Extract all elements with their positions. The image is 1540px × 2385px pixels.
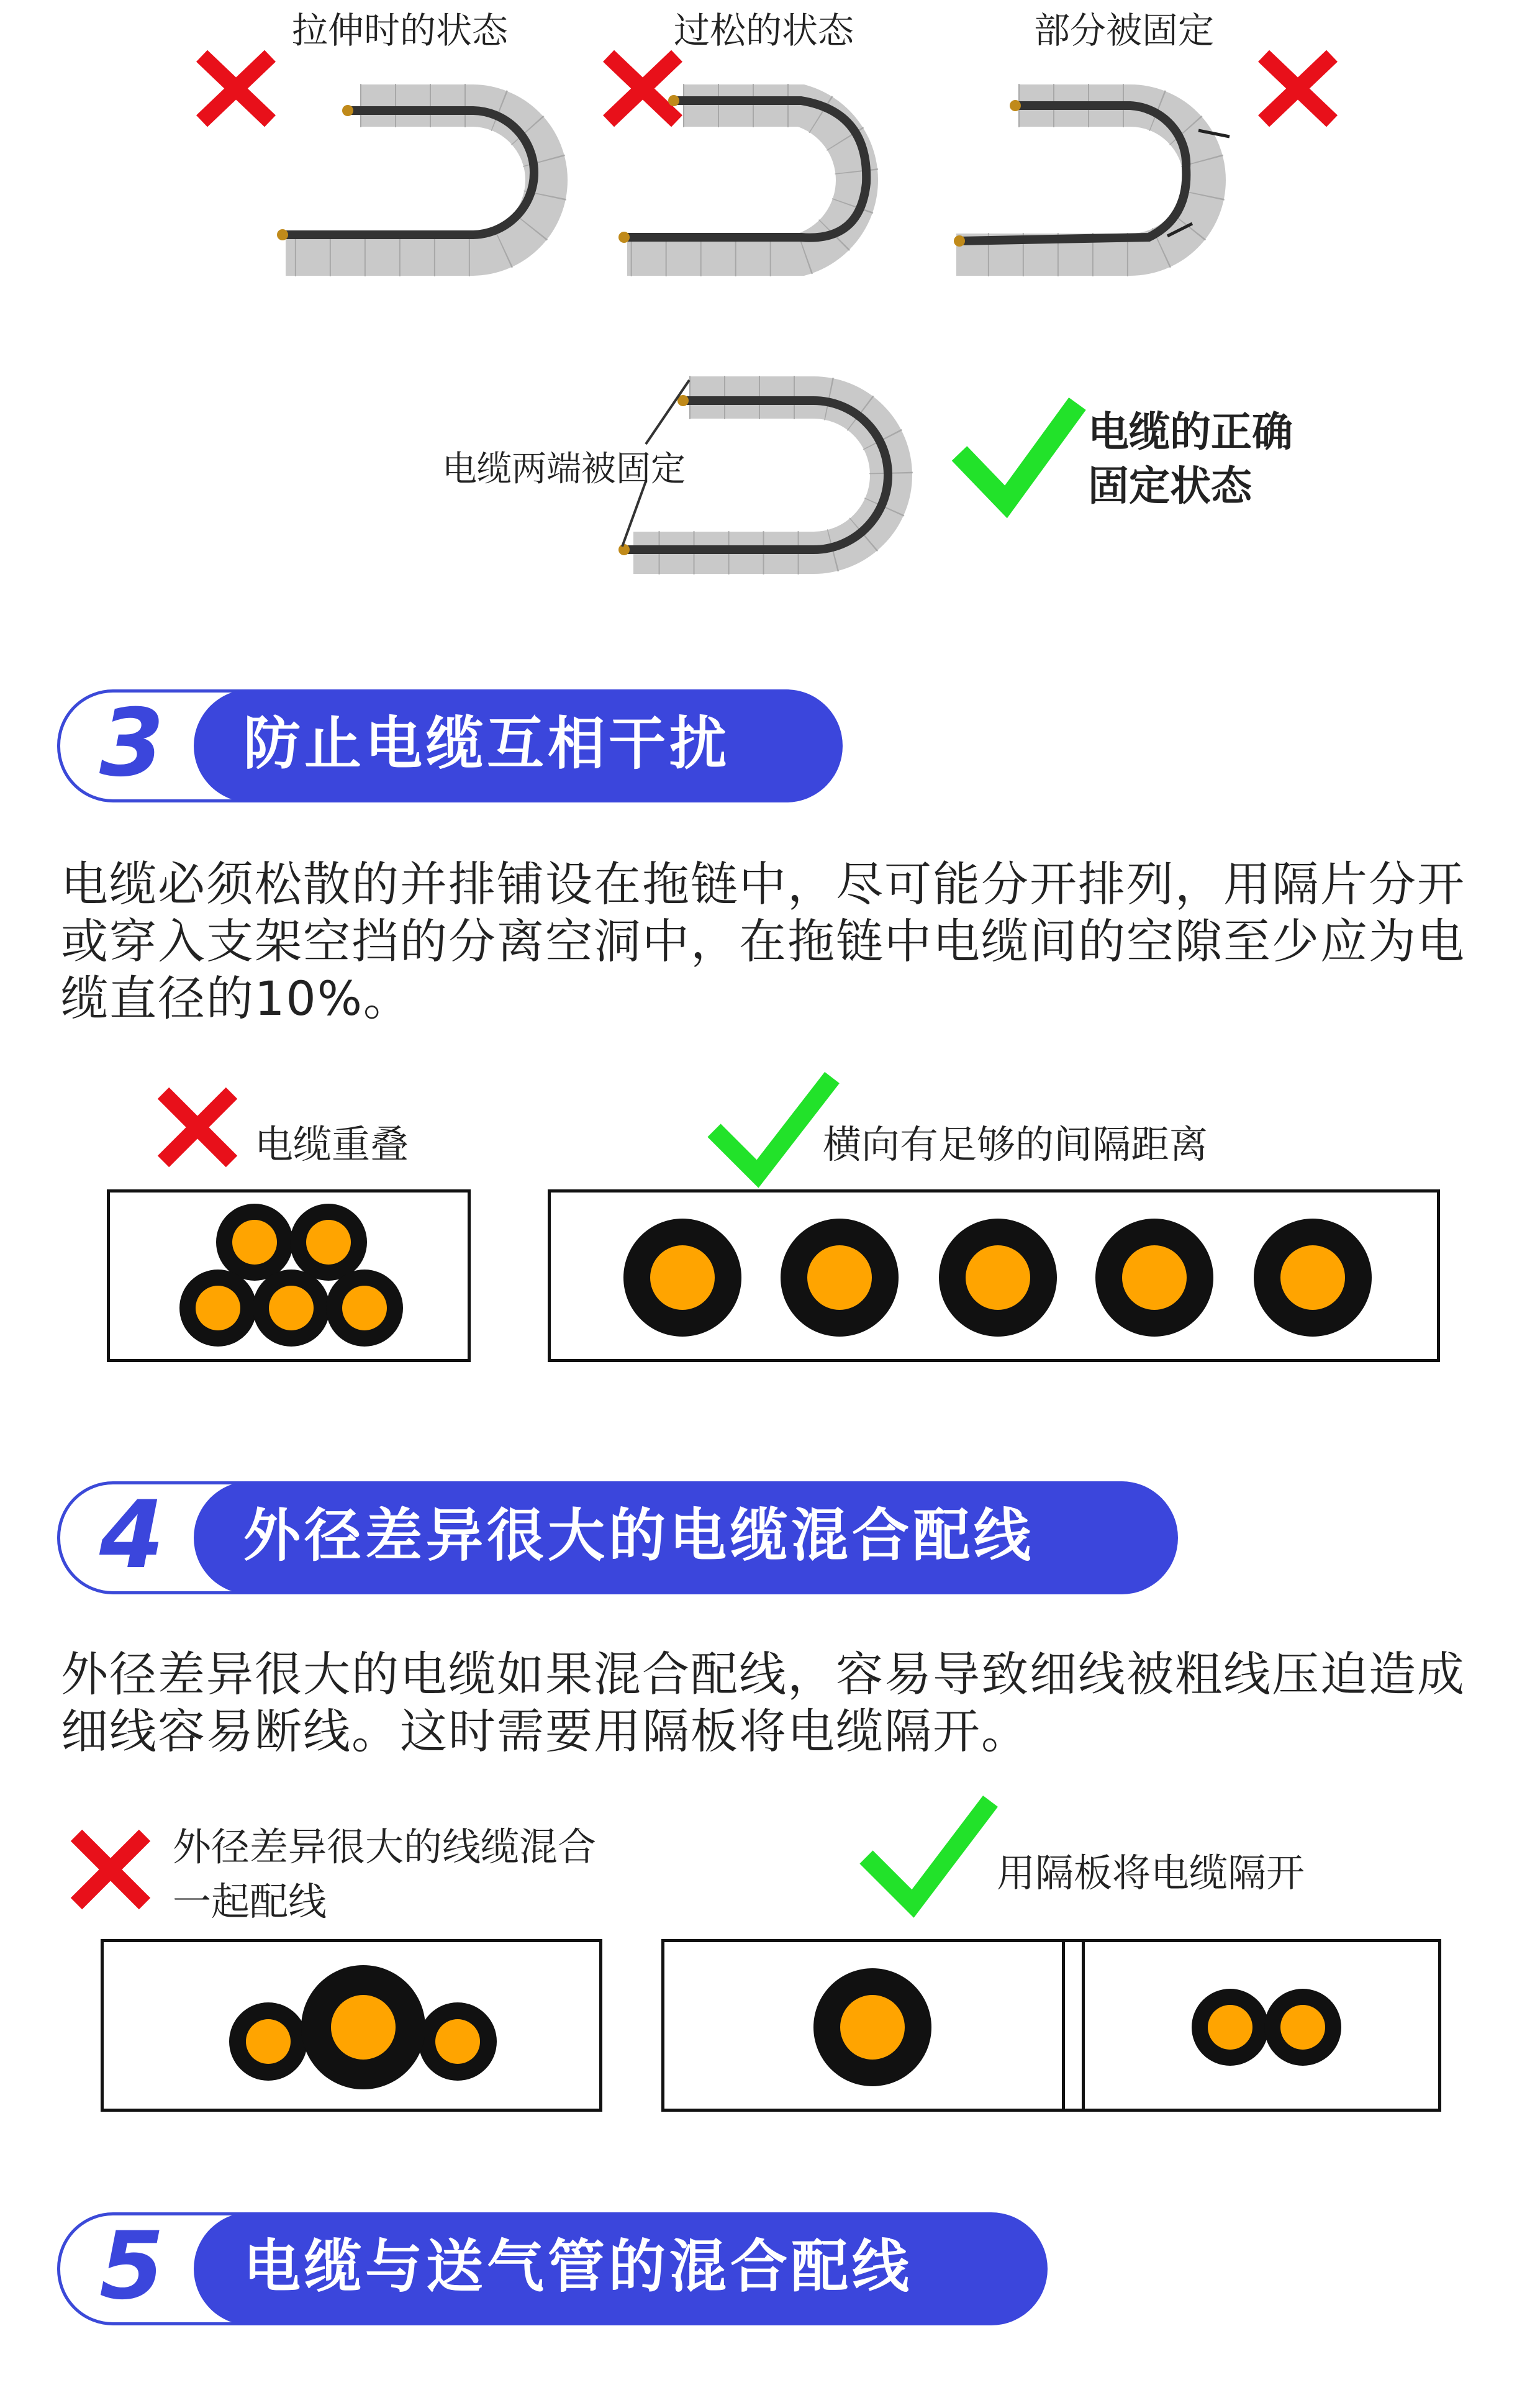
section-number: 5 (99, 2212, 165, 2320)
overlap-label: 电缆重叠 (255, 1122, 409, 1167)
separated-cables (664, 1942, 1438, 2109)
loose-state-label: 过松的状态 (674, 9, 854, 52)
correct-check-icon (860, 1795, 997, 1913)
spaced-cables (551, 1192, 1437, 1359)
both-ends-fixed-label: 电缆两端被固定 (442, 449, 686, 489)
spaced-diagram-box (548, 1189, 1440, 1362)
correct-state-label: 电缆的正确固定状态 (1088, 408, 1293, 511)
partially-fixed-chain-diagram (944, 75, 1267, 279)
stretched-chain-diagram (267, 81, 590, 279)
section-5-header (57, 2212, 1048, 2324)
mixed-diameter-diagram-box (101, 1939, 602, 2112)
stretched-state-label: 拉伸时的状态 (292, 9, 509, 52)
spacing-label: 横向有足够的间隔距离 (823, 1122, 1208, 1167)
section-3-text: 电缆必须松散的并排铺设在拖链中，尽可能分开排列，用隔片分开或穿入支架空挡的分离空洞中，在拖链中电缆间的空隙至少应为电缆直径的10%。 (61, 856, 1465, 1026)
mixed-diameter-label: 外径差异很大的线缆混合一起配线 (173, 1824, 597, 1924)
overlap-diagram-box (107, 1189, 471, 1362)
mixed-diameter-cables (104, 1942, 599, 2109)
section-title: 防止电缆互相干扰 (243, 711, 731, 777)
wrong-cross-icon (67, 1826, 154, 1913)
section-number: 4 (99, 1481, 165, 1589)
loose-chain-diagram (615, 75, 938, 279)
section-3-header (57, 689, 846, 801)
separator-label: 用隔板将电缆隔开 (997, 1850, 1305, 1896)
separated-cables-diagram-box (661, 1939, 1441, 2112)
section-4-header (57, 1481, 1181, 1593)
correct-check-icon (953, 398, 1084, 522)
section-title: 电缆与送气管的混合配线 (243, 2233, 913, 2300)
section-number: 3 (99, 689, 165, 797)
wrong-cross-icon (154, 1084, 241, 1171)
partially-fixed-label: 部分被固定 (1034, 9, 1215, 52)
correct-check-icon (708, 1071, 838, 1183)
wrong-cross-icon (192, 47, 279, 130)
wrong-cross-icon (1254, 47, 1341, 130)
section-title: 外径差异很大的电缆混合配线 (243, 1502, 1035, 1569)
overlapping-cables (110, 1192, 468, 1359)
section-4-text: 外径差异很大的电缆如果混合配线，容易导致细线被粗线压迫造成细线容易断线。这时需要用隔板将电缆隔开。 (61, 1647, 1465, 1759)
